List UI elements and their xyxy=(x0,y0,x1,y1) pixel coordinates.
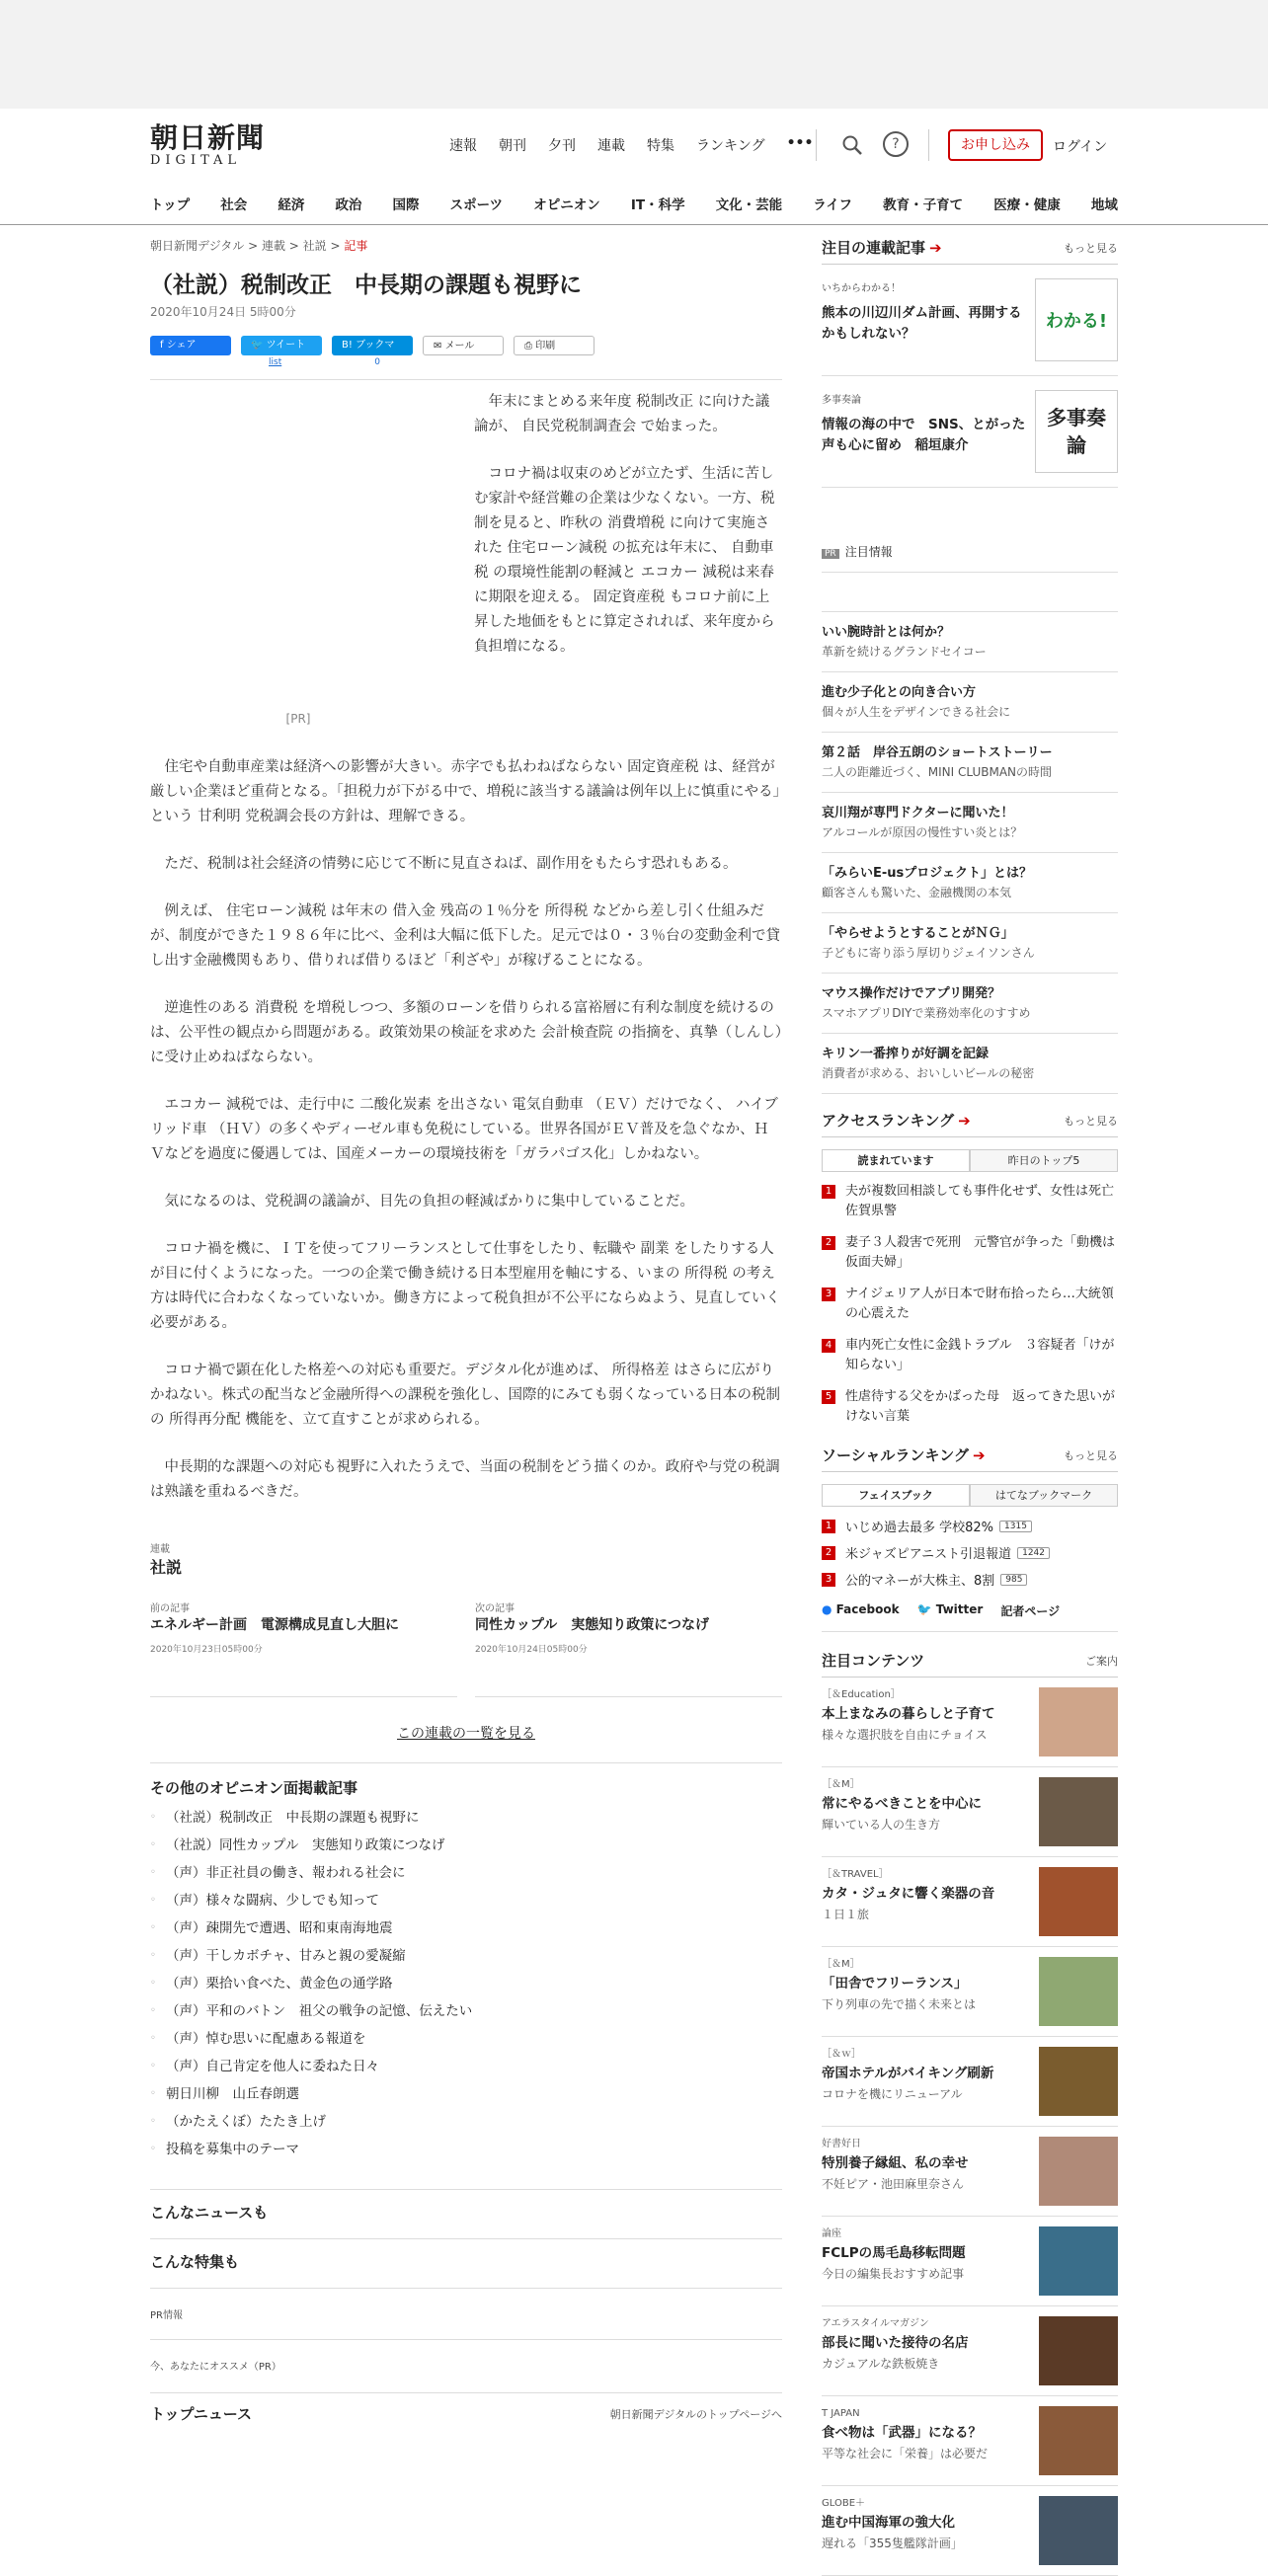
opinion-link[interactable]: ◦ 朝日川柳 山丘春朗選 xyxy=(150,2080,782,2108)
series-thumbnail: わかる! xyxy=(1035,278,1118,361)
content-thumbnail xyxy=(1039,1867,1118,1936)
opinion-link[interactable]: ◦ 投稿を募集中のテーマ xyxy=(150,2136,782,2163)
social-item[interactable]: 2 米ジャズピアニスト引退報道 1242 xyxy=(822,1539,1118,1566)
content-desc: コロナを機にリニューアル xyxy=(822,2087,963,2101)
top-ad-space xyxy=(0,0,1268,109)
paragraph: 逆進性のある 消費税 を増税しつつ、多額のローンを借りられる富裕層に有利な制度を続けるのは、公平性の観点から問題がある。政策効果の検証を求めた 会計検査院 の指摘を、真摯（しんし）に受け止めねばならない。 xyxy=(150,1000,782,1065)
content-title: 特別養子縁組、私の幸せ xyxy=(822,2155,969,2171)
contents-list xyxy=(822,1678,1118,2576)
content-title: カタ・ジュタに響く楽器の音 xyxy=(822,1886,995,1902)
content-desc: １日１旅 xyxy=(822,1908,870,1921)
pr-item[interactable]: 「やらせようとすることがＮＧ」 子どもに寄り添う厚切りジェイソンさん xyxy=(822,913,1118,974)
divider xyxy=(928,129,929,161)
content-title: 常にやるべきことを中心に xyxy=(822,1796,982,1812)
breadcrumb-home[interactable]: 朝日新聞デジタル xyxy=(150,239,245,253)
paragraph: 住宅や自動車産業は経済への影響が大きい。赤字でも払わねばならない 固定資産税 は、経営が厳しい企業ほど重荷となる。「担税力が下がる中で、増税に該当する議論は例年以上に慎重にやる」という 甘利明 党税調会長の方針は、理解できる。 xyxy=(150,759,780,824)
pr-ad-slot: [PR] xyxy=(285,712,311,726)
twitter-link[interactable]: 🐦 Twitter xyxy=(916,1602,984,1616)
series-label: 連載 xyxy=(150,1544,170,1555)
opinion-link[interactable]: ◦ （声）疎開先で遭遇、昭和東南海地震 xyxy=(150,1914,782,1942)
paragraph: ただ、税制は社会経済の情勢に応じて不断に見直さねば、副作用をもたらす恐れもある。 xyxy=(164,856,738,872)
series-name[interactable]: 社説 xyxy=(150,1558,183,1577)
content-item[interactable] xyxy=(822,2486,1118,2576)
content-desc: 輝いている人の生き方 xyxy=(822,1818,941,1832)
content-thumbnail xyxy=(1039,1687,1118,1756)
opinion-link[interactable]: ◦ （声）非正社員の働き、報われる社会に xyxy=(150,1859,782,1887)
content-title: 進む中国海軍の強大化 xyxy=(822,2515,955,2531)
content-kicker: 好書好日 xyxy=(822,2139,861,2149)
series-card[interactable]: 多事奏論 情報の海の中で SNS、とがった声も心に留め 稲垣康介 多事奏論 xyxy=(822,376,1118,488)
arrow-right-icon: ➔ xyxy=(972,1446,986,1464)
content-item[interactable] xyxy=(822,2217,1118,2306)
opinion-link[interactable]: ◦ （社説）税制改正 中長期の課題も視野に xyxy=(150,1804,782,1832)
breadcrumb-series[interactable]: 連載 xyxy=(261,239,285,253)
nav-series[interactable]: 連載 xyxy=(597,138,625,154)
cat-society[interactable]: 社会 xyxy=(220,197,248,213)
next-article[interactable]: 次の記事 同性カップル 実態知り政策につなげ 2020年10月24日05時00分 xyxy=(475,1600,782,1697)
content-kicker: ［＆M］ xyxy=(822,1779,860,1790)
nav-breaking[interactable]: 速報 xyxy=(449,138,477,154)
ranking-item[interactable]: 2 妻子３人殺害で死刑 元警官が争った「動機は仮面夫婦」 xyxy=(822,1227,1118,1279)
search-icon[interactable] xyxy=(841,134,863,156)
content-kicker: ［＆Education］ xyxy=(822,1689,901,1700)
article-body-top xyxy=(474,390,780,660)
pr-header: PR 注目情報 xyxy=(822,523,1118,573)
pr-item[interactable]: キリン一番搾りが好調を記録 消費者が求める、おいしいビールの秘密 xyxy=(822,1034,1118,1094)
content-thumbnail xyxy=(1039,1777,1118,1846)
opinion-link[interactable]: ◦ （社説）同性カップル 実態知り政策につなげ xyxy=(150,1832,782,1859)
opinion-list xyxy=(150,1804,782,2163)
paragraph: コロナ禍を機に、ＩＴを使ってフリーランスとして仕事をしたり、転職や 副業 をしたりする人が目に付くようになった。一つの企業で働き続ける日本型雇用を軸にする、いまの 所得税 の考え方は時代に合わなくなっていないか。働き方によって税負担が不公平にならぬよう、見直していく必要がある。 xyxy=(150,1241,780,1331)
paragraph: 例えば、 住宅ローン減税 は年末の 借入金 残高の１％分を 所得税 などから差し引く仕組みだが、制度ができた１９８６年に比べ、金利は大幅に低下した。足元では０・３％台の変動金利で貸し出す金融機関もあり、借りれば借りるほど「利ざや」が稼げることになる。 xyxy=(150,903,780,969)
pr-item[interactable]: 「みらいE-usプロジェクト」とは？ 顧客さんも驚いた、金融機関の本気 xyxy=(822,853,1118,913)
content-title: 「田舎でフリーランス」 xyxy=(822,1976,968,1991)
content-item[interactable] xyxy=(822,2037,1118,2127)
series-header xyxy=(822,237,1118,265)
content-desc: 遅れる「355隻艦隊計画」 xyxy=(822,2537,963,2550)
login-link[interactable]: ログイン xyxy=(1053,139,1108,155)
opinion-link[interactable]: ◦ （声）干しカボチャ、甘みと親の愛凝縮 xyxy=(150,1942,782,1970)
site-logo[interactable] xyxy=(150,122,277,168)
content-desc: 様々な選択肢を自由にチョイス xyxy=(822,1728,988,1742)
content-item[interactable] xyxy=(822,1678,1118,1767)
series-card[interactable]: いちからわかる！ 熊本の川辺川ダム計画、再開するかもしれない？ わかる! xyxy=(822,265,1118,376)
breadcrumb-editorial[interactable]: 社説 xyxy=(302,239,327,253)
paragraph: コロナ禍は収束のめどが立たず、生活に苦しむ家計や経営難の企業は少なくない。一方、税制を見ると、昨秋の 消費増税 に向けて実施された 住宅ローン減税 の拡充は年末に、 自動車税 の環境性能割の軽減と エコカー 減税は来春に期限を迎える。 固定資産税 もコロナ前に上昇した地価をもとに算定されれば、来年度から負担増になる。 xyxy=(474,466,775,655)
opinion-block xyxy=(150,1762,782,2163)
prev-article[interactable]: 前の記事 エネルギー計画 電源構成見直し大胆に 2020年10月23日05時00分 xyxy=(150,1600,457,1697)
more-link[interactable]: もっと見る xyxy=(1064,1114,1118,1128)
hatena-bookmark-button[interactable]: B! ブックマーク xyxy=(332,336,413,355)
content-thumbnail xyxy=(1039,1957,1118,2026)
cat-politics[interactable]: 政治 xyxy=(335,197,362,213)
opinion-link[interactable]: ◦ （声）悼む思いに配慮ある報道を xyxy=(150,2025,782,2053)
content-title: 帝国ホテルがバイキング刷新 xyxy=(822,2066,994,2081)
ranking-item[interactable]: 1 夫が複数回相談しても事件化せず、女性は死亡 佐賀県警 xyxy=(822,1176,1118,1227)
next-article-title: 同性カップル 実態知り政策につなげ xyxy=(475,1617,710,1633)
top-news-header xyxy=(150,2392,782,2424)
content-item[interactable] xyxy=(822,2306,1118,2396)
pr-item[interactable]: 進む少子化との向き合い方 個々が人生をデザインできる社会に xyxy=(822,672,1118,733)
print-button[interactable]: ⎙ 印刷 xyxy=(514,336,594,355)
paragraph: 年末にまとめる来年度 税制改正 に向けた議論が、 自民党税制調査会 で始まった。 xyxy=(474,394,770,434)
hatena-count[interactable]: 0 xyxy=(374,357,380,367)
category-nav xyxy=(150,194,1118,213)
content-item[interactable] xyxy=(822,2127,1118,2217)
more-news-heading: こんなニュースも xyxy=(150,2189,782,2238)
opinion-link[interactable]: ◦ （声）様々な闘病、少しでも知って xyxy=(150,1887,782,1914)
cat-sports[interactable]: スポーツ xyxy=(449,197,504,213)
cat-region[interactable]: 地域 xyxy=(1090,197,1118,213)
content-kicker: T JAPAN xyxy=(822,2408,860,2419)
paragraph: 中長期的な課題への対応も視野に入れたうえで、当面の税制をどう描くのか。政府や与党の税調は熟議を重ねるべきだ。 xyxy=(150,1459,780,1500)
logo-jp: 朝日新聞 xyxy=(150,121,266,154)
content-thumbnail xyxy=(1039,2496,1118,2565)
content-title: 部長に聞いた接待の名店 xyxy=(822,2335,969,2351)
tweet-count[interactable]: list xyxy=(269,357,282,367)
main-column xyxy=(150,237,782,2424)
content-item[interactable] xyxy=(822,2396,1118,2486)
paragraph: エコカー 減税では、走行中に 二酸化炭素 を出さない 電気自動車 （ＥＶ）だけでなく、 ハイブリッド車 （ＨＶ）の多くやディーゼル車も免税にしている。世界各国がＥＶ普及を急ぐなか、ＨＶなどを過度に優遇しては、国産メーカーの環境技術を「ガラパゴス化」しかねない。 xyxy=(150,1097,778,1162)
pr-item[interactable]: 第２話 岸谷五朗のショートストーリー 二人の距離近づく、MINI CLUBMANの時間 xyxy=(822,733,1118,793)
cat-life[interactable]: ライフ xyxy=(813,197,852,213)
breadcrumb: 朝日新聞デジタル > 連載 > 社説 > 記事 xyxy=(150,239,368,253)
pr-item[interactable]: マウス操作だけでアプリ開発？ スマホアプリDIYで業務効率化のすすめ xyxy=(822,974,1118,1034)
opinion-heading: その他のオピニオン面掲載記事 xyxy=(150,1779,358,1797)
content-title: 食べ物は「武器」になる？ xyxy=(822,2425,982,2441)
recommend-label: 今、あなたにオススメ（PR） xyxy=(150,2339,782,2392)
nav-morning[interactable]: 朝刊 xyxy=(499,138,526,154)
social-tabs xyxy=(822,1484,1118,1507)
cat-it-science[interactable]: IT・科学 xyxy=(630,197,685,213)
breadcrumb-current: 記事 xyxy=(344,239,368,253)
cat-health[interactable]: 医療・健康 xyxy=(993,197,1061,213)
more-features-heading: こんな特集も xyxy=(150,2238,782,2288)
tab-facebook[interactable]: フェイスブック xyxy=(822,1484,970,1506)
series-block xyxy=(150,1540,782,1743)
content-kicker: 論座 xyxy=(822,2228,841,2239)
sidebar xyxy=(822,237,1127,2576)
content-desc: 不妊ピア・池田麻里奈さん xyxy=(822,2177,965,2191)
pr-item[interactable]: 哀川翔が専門ドクターに聞いた！ アルコールが原因の慢性すい炎とは？ xyxy=(822,793,1118,853)
more-link[interactable]: もっと見る xyxy=(1064,241,1118,255)
more-link[interactable]: もっと見る xyxy=(1064,1448,1118,1462)
arrow-right-icon: ➔ xyxy=(958,1112,971,1130)
cat-international[interactable]: 国際 xyxy=(392,197,420,213)
arrow-right-icon: ➔ xyxy=(929,239,942,257)
cat-economy[interactable]: 経済 xyxy=(277,197,305,213)
social-item[interactable]: 3 公的マネーが大株主、8割 985 xyxy=(822,1566,1118,1593)
content-title: 本上まなみの暮らしと子育て xyxy=(822,1706,995,1722)
logo-en: DIGITAL xyxy=(150,153,242,168)
access-ranking-header: アクセスランキング ➔ もっと見る xyxy=(822,1110,1118,1137)
article-date: 2020年10月24日 5時00分 xyxy=(150,305,296,319)
paragraph: コロナ禍で顕在化した格差への対応も重要だ。デジタル化が進めば、 所得格差 はさらに広がりかねない。株式の配当など金融所得への課税を強化し、国際的にみても弱くなっている日本の税制の 所得再分配 機能を、立て直すことが求められる。 xyxy=(150,1363,780,1428)
top-page-link[interactable]: 朝日新聞デジタルのトップページへ xyxy=(609,2407,782,2421)
guide-link[interactable]: ご案内 xyxy=(1085,1654,1118,1668)
opinion-link[interactable]: ◦ （声）栗拾い食べた、黄金色の通学路 xyxy=(150,1970,782,1997)
facebook-link[interactable]: ● Facebook xyxy=(822,1602,900,1616)
cat-education[interactable]: 教育・子育て xyxy=(883,197,964,213)
content-thumbnail xyxy=(1039,2137,1118,2206)
content-item[interactable] xyxy=(822,1947,1118,2037)
opinion-link[interactable]: ◦ （かたえくぼ）たたき上げ xyxy=(150,2108,782,2136)
content-desc: 今日の編集長おすすめ記事 xyxy=(822,2267,965,2281)
content-thumbnail xyxy=(1039,2047,1118,2116)
series-heading: 注目の連載記事 xyxy=(822,239,926,257)
nav-evening[interactable]: 夕刊 xyxy=(548,138,576,154)
content-desc: カジュアルな鉄板焼き xyxy=(822,2357,940,2371)
tab-yesterday-top5[interactable]: 昨日のトップ5 xyxy=(970,1149,1118,1171)
pr-item[interactable]: いい腕時計とは何か？ 革新を続けるグランドセイコー xyxy=(822,612,1118,672)
content-item[interactable] xyxy=(822,1857,1118,1947)
series-thumbnail: 多事奏論 xyxy=(1035,390,1118,473)
facebook-share-button[interactable]: f シェア xyxy=(150,336,231,355)
social-ranking-header: ソーシャルランキング ➔ もっと見る xyxy=(822,1444,1118,1472)
ranking-item[interactable]: 4 車内死亡女性に金銭トラブル ３容疑者「けが知らない」 xyxy=(822,1330,1118,1381)
pr-info-label: PR情報 xyxy=(150,2288,782,2339)
content-kicker: ［＆ｗ］ xyxy=(822,2049,861,2060)
content-title: FCLPの馬毛島移転問題 xyxy=(822,2245,966,2261)
top-nav xyxy=(449,135,834,155)
content-kicker: ［＆M］ xyxy=(822,1959,860,1970)
reporter-page-link[interactable]: 記者ページ xyxy=(1000,1604,1061,1618)
social-links xyxy=(822,1593,1118,1632)
divider xyxy=(816,129,817,161)
apply-button[interactable]: お申し込み xyxy=(948,129,1043,161)
opinion-link[interactable]: ◦ （声）平和のバトン 祖父の戦争の記憶、伝えたい xyxy=(150,1997,782,2025)
tab-hatena[interactable]: はてなブックマーク xyxy=(970,1484,1118,1506)
access-tabs xyxy=(822,1149,1118,1172)
article-title: （社説）税制改正 中長期の課題も視野に xyxy=(150,272,582,298)
paragraph: 気になるのは、党税調の議論が、目先の負担の軽減ばかりに集中していることだ。 xyxy=(164,1194,694,1210)
nav-ranking[interactable]: ランキング xyxy=(696,138,765,154)
cat-top[interactable]: トップ xyxy=(150,197,191,213)
content-kicker: アエラスタイルマガジン xyxy=(822,2318,929,2329)
top-news-heading: トップニュース xyxy=(150,2405,253,2423)
cat-culture[interactable]: 文化・芸能 xyxy=(715,197,783,213)
content-desc: 下り列車の先で描く未来とは xyxy=(822,1997,977,2011)
twitter-share-button[interactable]: 🐦 ツイート xyxy=(241,336,322,355)
tab-most-read[interactable]: 読まれています xyxy=(822,1149,970,1171)
series-all-link[interactable]: この連載の一覧を見る xyxy=(397,1726,535,1742)
ranking-item[interactable]: 5 性虐待する父をかばった母 返ってきた思いがけない言葉 xyxy=(822,1381,1118,1433)
content-thumbnail xyxy=(1039,2406,1118,2475)
content-thumbnail xyxy=(1039,2226,1118,2296)
content-thumbnail xyxy=(1039,2316,1118,2385)
content-kicker: ［＆TRAVEL］ xyxy=(822,1869,889,1880)
social-item[interactable]: 1 いじめ過去最多 学校82% 1315 xyxy=(822,1513,1118,1539)
content-kicker: GLOBE＋ xyxy=(822,2498,866,2509)
content-item[interactable] xyxy=(822,1767,1118,1857)
prev-article-title: エネルギー計画 電源構成見直し大胆に xyxy=(150,1617,399,1633)
nav-features[interactable]: 特集 xyxy=(647,138,674,154)
contents-header: 注目コンテンツ ご案内 xyxy=(822,1650,1118,1678)
content-desc: 平等な社会に「栄養」は必要だ xyxy=(822,2447,989,2460)
opinion-link[interactable]: ◦ （声）自己肯定を他人に委ねた日々 xyxy=(150,2053,782,2080)
ranking-item[interactable]: 3 ナイジェリア人が日本で財布拾ったら…大統領の心震えた xyxy=(822,1279,1118,1330)
nav-more-icon[interactable]: ••• xyxy=(786,135,814,151)
cat-opinion[interactable]: オピニオン xyxy=(533,197,600,213)
mail-share-button[interactable]: ✉ メール xyxy=(423,336,504,355)
help-icon[interactable]: ? xyxy=(883,131,909,157)
